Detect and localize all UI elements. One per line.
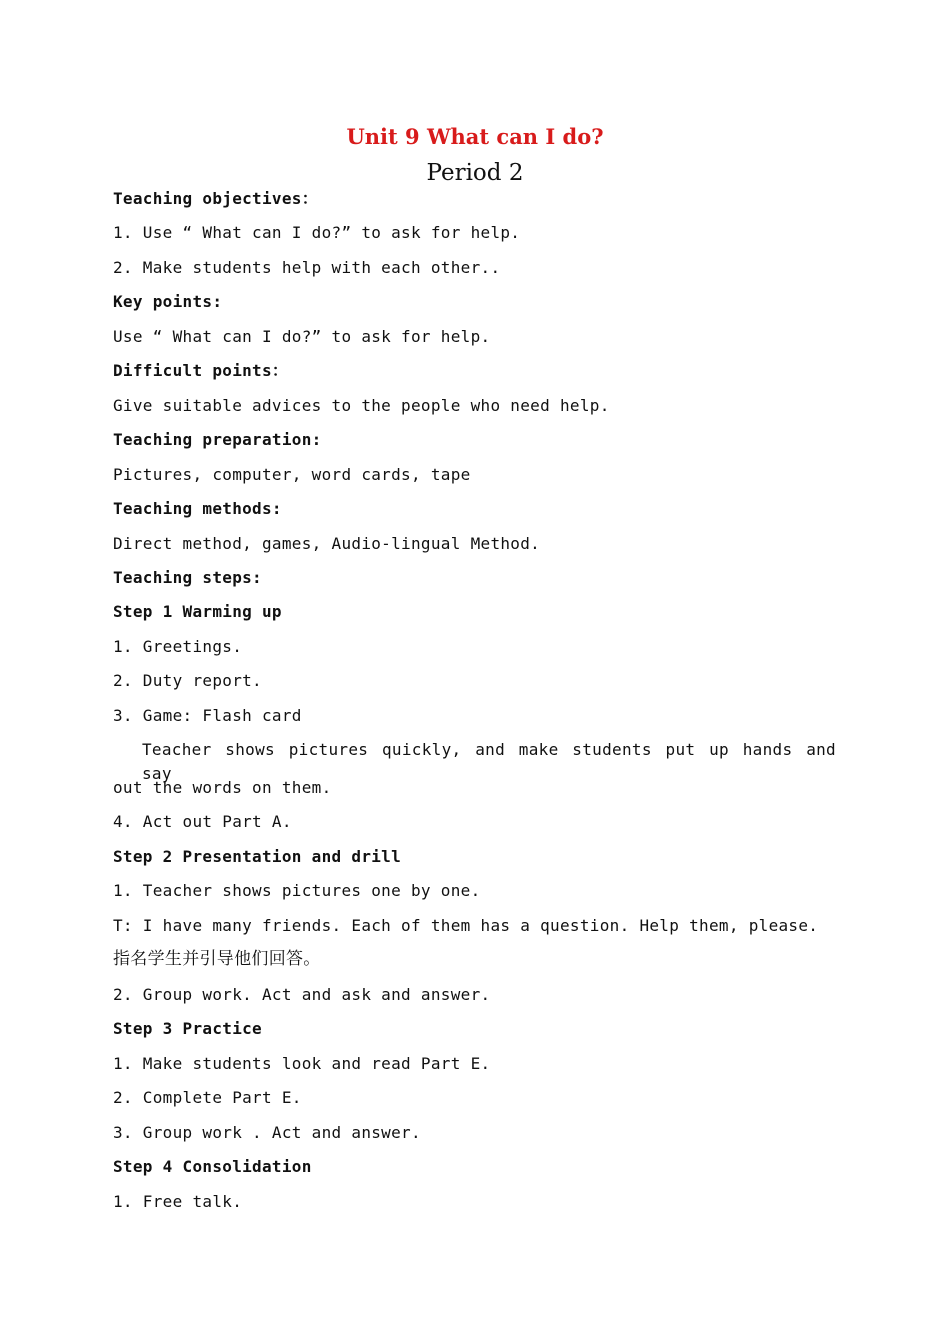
heading-teaching-preparation: Teaching preparation: xyxy=(113,430,322,449)
step3-item-2: 2. Complete Part E. xyxy=(113,1088,302,1107)
step1-item-2: 2. Duty report. xyxy=(113,671,262,690)
step2-chinese-note: 指名学生并引导他们回答。 xyxy=(113,949,321,969)
document-subtitle: Period 2 xyxy=(426,160,524,186)
step2-item-1: 1. Teacher shows pictures one by one. xyxy=(113,881,481,900)
objective-1: 1. Use “ What can I do?” to ask for help. xyxy=(113,223,521,242)
step2-item-2: 2. Group work. Act and ask and answer. xyxy=(113,985,491,1004)
step1-item-3-detail-cont: out the words on them. xyxy=(113,778,332,797)
step1-item-3-detail: Teacher shows pictures quickly, and make students put up hands and say xyxy=(142,740,836,783)
step1-item-3: 3. Game: Flash card xyxy=(113,706,302,725)
preparation-text: Pictures, computer, word cards, tape xyxy=(113,465,471,484)
heading-teaching-steps: Teaching steps: xyxy=(113,568,262,587)
objective-2: 2. Make students help with each other.. xyxy=(113,258,501,277)
heading-step-4: Step 4 Consolidation xyxy=(113,1157,312,1176)
step3-item-1: 1. Make students look and read Part E. xyxy=(113,1054,491,1073)
key-point-text: Use “ What can I do?” to ask for help. xyxy=(113,327,491,346)
step2-teacher-line: T: I have many friends. Each of them has a question. Help them, please. xyxy=(113,916,819,935)
heading-teaching-objectives: Teaching objectives： xyxy=(113,189,319,208)
heading-difficult-points: Difficult points： xyxy=(113,361,289,380)
heading-step-3: Step 3 Practice xyxy=(113,1019,262,1038)
methods-text: Direct method, games, Audio-lingual Method. xyxy=(113,534,541,553)
step4-item-1: 1. Free talk. xyxy=(113,1192,243,1211)
step1-item-4: 4. Act out Part A. xyxy=(113,812,292,831)
heading-key-points: Key points: xyxy=(113,292,223,311)
heading-step-2: Step 2 Presentation and drill xyxy=(113,847,402,866)
step3-item-3: 3. Group work . Act and answer. xyxy=(113,1123,421,1142)
heading-step-1: Step 1 Warming up xyxy=(113,602,282,621)
difficult-point-text: Give suitable advices to the people who need help. xyxy=(113,396,610,415)
heading-teaching-methods: Teaching methods: xyxy=(113,499,282,518)
step1-item-1: 1. Greetings. xyxy=(113,637,243,656)
document-title: Unit 9 What can I do? xyxy=(346,124,604,149)
